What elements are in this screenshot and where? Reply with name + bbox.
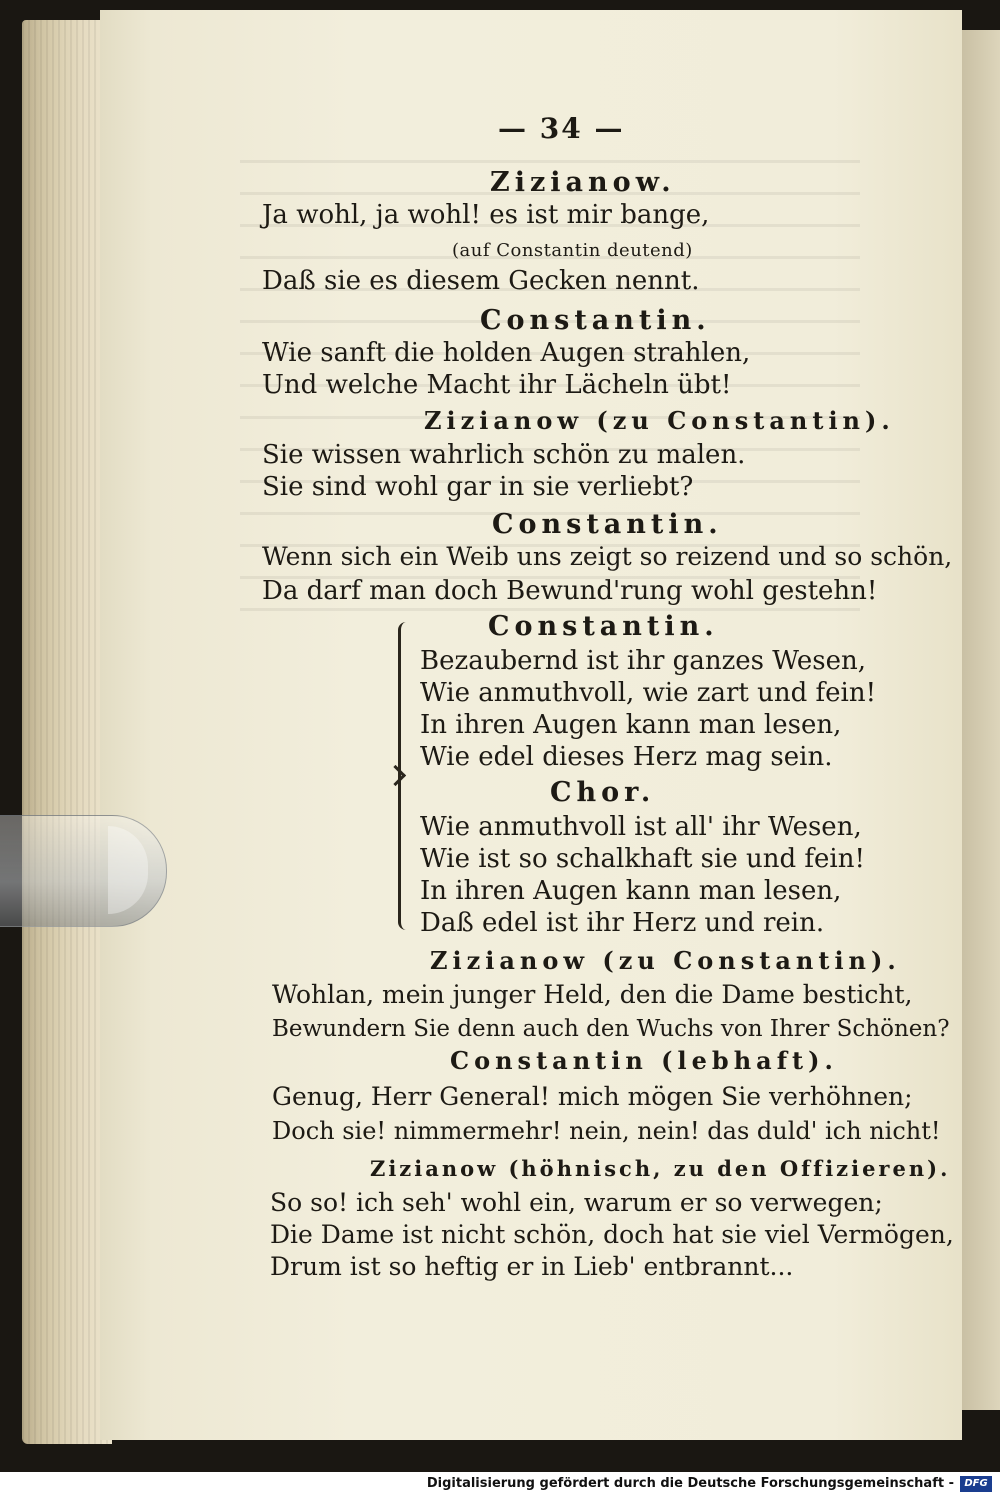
verse-line: Sie wissen wahrlich schön zu malen.	[262, 440, 746, 470]
footer-bar	[0, 1472, 1000, 1498]
verse-line: So so! ich seh' wohl ein, warum er so verwegen;	[270, 1188, 883, 1217]
verse-line: Wie ist so schalkhaft sie und fein!	[420, 844, 865, 874]
page-stack-edges	[22, 20, 112, 1444]
verse-line: Sie sind wohl gar in sie verliebt?	[262, 472, 694, 502]
speaker-heading: Constantin.	[492, 509, 723, 540]
speaker-heading: Zizianow.	[490, 167, 676, 198]
speaker-heading: Zizianow (zu Constantin).	[430, 946, 901, 975]
glass-page-clip	[0, 815, 167, 927]
verse-line: In ihren Augen kann man lesen,	[420, 710, 842, 740]
verse-line: Daß edel ist ihr Herz und rein.	[420, 908, 825, 938]
verse-line: Genug, Herr General! mich mögen Sie verhöhnen;	[272, 1082, 913, 1111]
verse-line: Wie anmuthvoll ist all' ihr Wesen,	[420, 812, 862, 842]
verse-line: Drum ist so heftig er in Lieb' entbrannt...	[270, 1252, 794, 1281]
dfg-logo-icon: DFG	[960, 1476, 992, 1492]
verse-line: Bewundern Sie denn auch den Wuchs von Ihrer Schönen?	[272, 1016, 950, 1042]
speaker-heading: Zizianow (zu Constantin).	[424, 406, 895, 435]
verse-line: Bezaubernd ist ihr ganzes Wesen,	[420, 646, 866, 676]
verse-line: Wie sanft die holden Augen strahlen,	[262, 338, 751, 368]
verse-line: Wohlan, mein junger Held, den die Dame besticht,	[272, 980, 913, 1009]
verse-line: Die Dame ist nicht schön, doch hat sie viel Vermögen,	[270, 1220, 954, 1249]
stage-direction: (auf Constantin deutend)	[452, 240, 693, 261]
verse-line: Wie anmuthvoll, wie zart und fein!	[420, 678, 877, 708]
verse-line: Daß sie es diesem Gecken nennt.	[262, 266, 700, 296]
verse-line: Ja wohl, ja wohl! es ist mir bange,	[262, 200, 710, 230]
facing-page-edge	[962, 30, 1000, 1410]
speaker-heading: Constantin (lebhaft).	[450, 1046, 838, 1075]
speaker-heading: Constantin.	[488, 611, 719, 642]
verse-line: In ihren Augen kann man lesen,	[420, 876, 842, 906]
verse-line: Da darf man doch Bewund'rung wohl gestehn!	[262, 576, 878, 606]
speaker-heading: Constantin.	[480, 305, 711, 336]
page-number: — 34 —	[498, 112, 625, 145]
verse-line: Und welche Macht ihr Lächeln übt!	[262, 370, 732, 400]
verse-line: Doch sie! nimmermehr! nein, nein! das duld' ich nicht!	[272, 1117, 941, 1145]
verse-line: Wie edel dieses Herz mag sein.	[420, 742, 833, 772]
funding-credit: Digitalisierung gefördert durch die Deutsche Forschungsgemeinschaft -	[426, 1476, 954, 1491]
speaker-heading: Chor.	[550, 777, 656, 808]
speaker-heading: Zizianow (höhnisch, zu den Offizieren).	[370, 1156, 951, 1181]
verse-line: Wenn sich ein Weib uns zeigt so reizend und so schön,	[262, 542, 953, 571]
